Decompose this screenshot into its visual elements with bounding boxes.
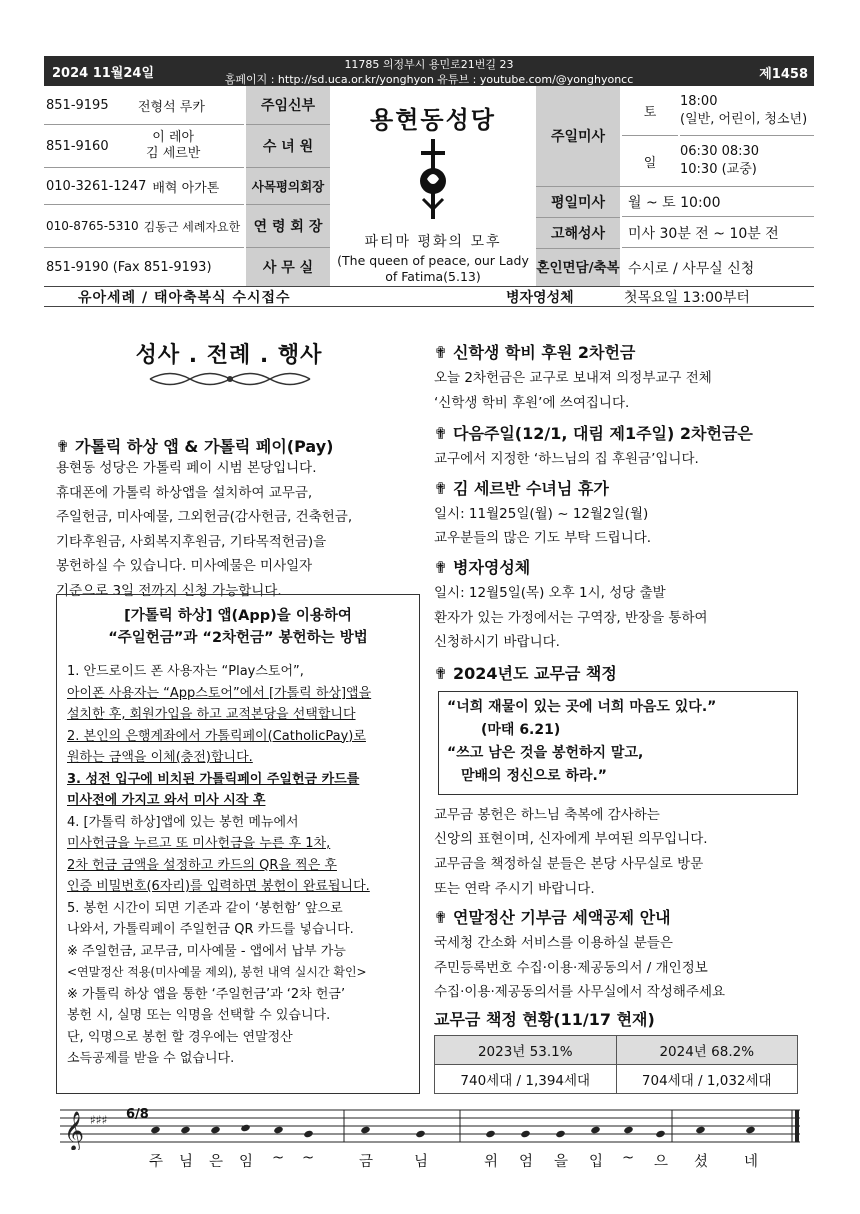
music-note — [695, 1126, 706, 1135]
lyric-syllable: 주 — [149, 1154, 164, 1170]
quote-line: 맏배의 정신으로 하라.” — [461, 767, 607, 784]
music-note — [590, 1126, 601, 1135]
lyric-syllable: 님 — [179, 1154, 194, 1170]
baptism-info: 유아세례 / 태아축복식 수시접수 — [78, 290, 291, 306]
music-note — [210, 1126, 221, 1135]
music-note — [520, 1130, 531, 1139]
music-note — [655, 1130, 666, 1139]
contact-name: 배혁 아가톤 — [152, 180, 220, 196]
contact-name: 김동근 세례자요한 — [143, 219, 241, 234]
parish-web: 홈페이지 : http://sd.uca.or.kr/yonghyon 유튜브 : youtube.com/@yonghyoncc — [224, 73, 634, 86]
box-body — [67, 661, 419, 1070]
text-line: 교우분들의 많은 기도 부탁 드립니다. — [434, 530, 652, 547]
music-note — [240, 1124, 251, 1133]
contact-role: 연 령 회 장 — [246, 205, 330, 248]
music-note — [485, 1130, 496, 1139]
confession-label: 고해성사 — [536, 218, 620, 249]
s2-body — [434, 447, 814, 472]
table-row — [435, 1064, 798, 1093]
text-line: 일시: 11월25일(월) ~ 12월2일(월) — [434, 505, 649, 522]
text-line: 주일헌금, 미사예물, 그외헌금(감사헌금, 건축헌금, — [56, 509, 353, 526]
text-line: 5. 봉헌 시간이 되면 기존과 같이 ‘봉헌함’ 앞으로 — [67, 900, 343, 916]
parish-patron-en: (The queen of peace, our Lady of Fatima(5.13) — [337, 253, 529, 284]
text-line: 인증 비밀번호(6자리)를 입력하면 봉헌이 완료됩니다. — [67, 879, 370, 894]
info-block — [44, 86, 814, 287]
text-line: 아이폰 사용자는 “App스토어”에서 [가톨릭 하상]앱을 — [67, 685, 372, 701]
text-line: 단, 익명으로 봉헌 할 경우에는 연말정산 — [67, 1029, 293, 1045]
ornament-icon — [140, 368, 320, 390]
table-cell: 704세대 / 1,032세대 — [616, 1064, 798, 1093]
issue-date: 2024 11월24일 — [52, 66, 155, 81]
s3-body — [434, 502, 814, 551]
lyric-syllable: 으 — [654, 1154, 669, 1170]
music-note — [745, 1126, 756, 1135]
sat-note: (일반, 어린이, 청소년) — [680, 111, 808, 127]
contact-name: 이 레아 — [152, 130, 195, 145]
text-line: 미사전에 가지고 와서 미사 시작 후 — [67, 793, 266, 808]
text-line: 2. 본인의 은행계좌에서 가톨릭페이(CatholicPay)로 — [67, 728, 366, 744]
sat-mass — [680, 86, 814, 136]
contact-phone: 010-3261-1247 — [46, 178, 147, 194]
text-line: 또는 연락 주시기 바랍니다. — [434, 880, 595, 897]
text-line: 교무금을 책정하실 분들은 본당 사무실로 방문 — [434, 855, 704, 872]
text-line: ※ 주일헌금, 교무금, 미사예물 - 앱에서 납부 가능 — [67, 943, 346, 959]
time-signature: 6/8 — [126, 1107, 149, 1122]
lyric-syllable: 금 — [359, 1154, 374, 1170]
cross-icon: ✟ — [434, 557, 448, 577]
s3-heading — [434, 476, 814, 502]
contact-row-3 — [44, 168, 244, 205]
lyric-syllable: 엄 — [519, 1154, 534, 1170]
lyric-syllable: 은 — [209, 1154, 224, 1170]
text-line: 환자가 있는 가정에서는 구역장, 반장을 통하여 — [434, 609, 708, 626]
music-note — [273, 1126, 284, 1135]
notes-layer — [60, 1100, 810, 1150]
text-line: 설치한 후, 회원가입을 하고 교적본당을 선택합니다 — [67, 707, 356, 722]
s1-title: 신학생 학비 후원 2차헌금 — [452, 343, 636, 362]
lyric-syllable: ~ — [622, 1150, 635, 1166]
text-line: ※ 가톨릭 하상 앱을 통한 ‘주일헌금’과 ‘2차 헌금’ — [67, 986, 346, 1002]
music-note — [150, 1126, 161, 1135]
header-bar — [44, 56, 814, 86]
sat-label: 토 — [622, 86, 678, 136]
sat-time: 18:00 — [680, 93, 718, 109]
text-line: 일시: 12월5일(목) 오후 1시, 성당 출발 — [434, 584, 666, 601]
lyric-syllable: 네 — [744, 1154, 759, 1170]
wedding-label: 혼인면담/축복 — [536, 249, 620, 286]
text-line: 1. 안드로이드 폰 사용자는 “Play스토어”, — [67, 664, 304, 679]
status-table — [434, 1035, 798, 1094]
parish-emblem-icon — [413, 139, 453, 219]
s6-heading — [434, 905, 814, 931]
s6-body — [434, 931, 814, 1005]
text-line: 주민등록번호 수집·이용·제공동의서 / 개인정보 — [434, 959, 708, 976]
quote-ref: (마태 6.21) — [481, 721, 561, 738]
lyrics-row — [60, 1146, 810, 1170]
music-staff — [60, 1100, 810, 1180]
s3-title: 김 세르반 수녀님 휴가 — [452, 478, 609, 498]
lyric-syllable: 을 — [554, 1154, 569, 1170]
table-row — [435, 1035, 798, 1064]
text-line: 신청하시기 바랍니다. — [434, 634, 560, 651]
right-column — [434, 340, 814, 1094]
cross-icon: ✟ — [434, 343, 448, 362]
contact-row-5 — [44, 248, 244, 286]
music-note — [415, 1130, 426, 1139]
s4-title: 병자영성체 — [452, 557, 531, 577]
s1-heading — [434, 340, 814, 366]
cross-icon: ✟ — [434, 908, 448, 928]
text-line: 봉헌하실 수 있습니다. 미사예물은 미사일자 — [56, 558, 313, 575]
lyric-syllable: 님 — [414, 1154, 429, 1170]
text-line: 봉헌 시, 실명 또는 익명을 선택할 수 있습니다. — [67, 1008, 331, 1023]
cross-icon: ✟ — [56, 437, 70, 456]
cross-icon: ✟ — [434, 663, 448, 683]
table-cell: 2024년 68.2% — [616, 1035, 798, 1064]
sub-bar — [44, 286, 814, 307]
box-title-line: [가톨릭 하상] 앱(App)을 이용하여 — [124, 608, 352, 624]
parish-name: 용현동성당 — [370, 106, 496, 134]
text-line: 교무금 봉헌은 하느님 축복에 감사하는 — [434, 806, 660, 823]
text-line: 원하는 금액을 이체(충전)합니다. — [67, 750, 253, 765]
sec1-body — [56, 456, 416, 604]
contact-phone: 851-9190 (Fax 851-9193) — [46, 259, 212, 275]
parish-address: 11785 의정부시 용민로21번길 23 — [344, 58, 514, 71]
contact-name: 전형석 루카 — [138, 99, 205, 115]
text-line: 수집·이용·제공동의서를 사무실에서 작성해주세요 — [434, 984, 726, 1001]
box-title-line: “주일헌금”과 “2차헌금” 봉헌하는 방법 — [108, 630, 368, 646]
text-line: 미사헌금을 누르고 또 미사헌금을 누른 후 1차, — [67, 836, 331, 851]
music-note — [555, 1130, 566, 1139]
text-line: 오늘 2차헌금은 교구로 보내져 의정부교구 전체 — [434, 370, 712, 386]
status-title: 교무금 책정 현황(11/17 현재) — [434, 1009, 655, 1029]
text-line: 2차 헌금 금액을 설정하고 카드의 QR을 찍은 후 — [67, 857, 337, 873]
cross-icon: ✟ — [434, 478, 448, 498]
s5-heading — [434, 661, 814, 687]
s4-heading — [434, 555, 814, 581]
table-cell: 740세대 / 1,394세대 — [435, 1064, 617, 1093]
cross-icon: ✟ — [434, 424, 448, 444]
issue-number: 제1458 — [759, 67, 808, 82]
s5-title: 2024년도 교무금 책정 — [452, 663, 617, 683]
parish-patron: 파티마 평화의 모후 — [364, 234, 502, 250]
text-line: 4. [가톨릭 하상]앱에 있는 봉헌 메뉴에서 — [67, 814, 299, 830]
contact-role: 수 녀 원 — [246, 125, 330, 168]
contact-role: 주임신부 — [246, 86, 330, 125]
sunday-mass-label: 주일미사 — [536, 86, 620, 186]
lyric-syllable: ~ — [302, 1150, 315, 1166]
text-line: 소득공제를 받을 수 없습니다. — [67, 1051, 235, 1066]
weekday-value: 월 ~ 토 10:00 — [622, 187, 814, 217]
s2-heading — [434, 421, 814, 447]
contact-row-1 — [44, 86, 244, 125]
quote-line: “쓰고 남은 것을 봉헌하지 말고, — [447, 744, 644, 761]
contact-phone: 851-9195 — [46, 97, 109, 113]
contact-phone: 010-8765-5310 — [46, 219, 139, 233]
s2-title: 다음주일(12/1, 대림 제1주일) 2차헌금은 — [452, 424, 753, 444]
table-cell: 2023년 53.1% — [435, 1035, 617, 1064]
lyric-syllable: 입 — [589, 1154, 604, 1170]
text-line: ‘신학생 학비 후원’에 쓰여집니다. — [434, 394, 630, 411]
contact-role: 사목평의회장 — [246, 168, 330, 205]
weekday-label: 평일미사 — [536, 187, 620, 218]
text-line: 용현동 성당은 가톨릭 페이 시범 본당입니다. — [56, 460, 317, 476]
contact-role: 사 무 실 — [246, 248, 330, 286]
lyric-syllable: ~ — [272, 1150, 285, 1166]
music-note — [303, 1130, 314, 1139]
contact-row-4 — [44, 205, 244, 248]
text-line: 나와서, 가톨릭페이 주일헌금 QR 카드를 넣습니다. — [67, 922, 354, 937]
text-line: 휴대폰에 가톨릭 하상앱을 설치하여 교무금, — [56, 484, 313, 501]
text-line: 신앙의 표현이며, 신자에게 부여된 의무입니다. — [434, 831, 708, 848]
s5-body — [434, 803, 814, 901]
sun-label: 일 — [643, 155, 657, 171]
s4-body — [434, 581, 814, 655]
sun-time1: 06:30 08:30 — [680, 144, 760, 159]
parish-center — [332, 86, 534, 286]
howto-box — [56, 594, 420, 1094]
music-note — [623, 1126, 634, 1135]
text-line: 교구에서 지정한 ‘하느님의 집 후원금’입니다. — [434, 451, 699, 468]
contact-row-2 — [44, 125, 244, 168]
lyric-syllable: 임 — [239, 1154, 254, 1170]
contact-names — [146, 130, 200, 162]
confession-value: 미사 30분 전 ~ 10분 전 — [622, 218, 814, 248]
text-line: 국세청 간소화 서비스를 이용하실 분들은 — [434, 935, 673, 952]
s1-body — [434, 366, 814, 415]
sec1-title: 가톨릭 하상 앱 & 가톨릭 페이(Pay) — [74, 437, 334, 456]
wedding-value: 수시로 / 사무실 신청 — [628, 260, 755, 277]
box-title — [57, 605, 419, 649]
quote-line: “너희 재물이 있는 곳에 너희 마음도 있다.” — [447, 698, 717, 715]
svg-text:♯♯♯: ♯♯♯ — [90, 1113, 108, 1127]
contact-phone: 851-9160 — [46, 138, 109, 154]
text-line: 기타후원금, 사회복지후원금, 기타목적헌금)을 — [56, 533, 327, 550]
sick-communion-label: 병자영성체 — [506, 290, 574, 306]
text-line: 기준으로 3일 전까지 신청 가능합니다. — [56, 582, 282, 599]
left-title: 성사 . 전례 . 행사 — [135, 343, 323, 368]
quote-box — [438, 691, 798, 795]
text-line: 3. 성전 입구에 비치된 가톨릭페이 주일헌금 카드를 — [67, 771, 360, 787]
contact-name: 김 세르반 — [146, 146, 201, 161]
svg-text:𝄞: 𝄞 — [64, 1111, 85, 1150]
lyric-syllable: 셨 — [694, 1154, 709, 1170]
text-line: <연말정산 적용(미사예물 제외), 봉헌 내역 실시간 확인> — [67, 965, 367, 979]
s6-title: 연말정산 기부금 세액공제 안내 — [452, 908, 671, 928]
lyric-syllable: 위 — [484, 1154, 499, 1170]
music-note — [180, 1126, 191, 1135]
sun-mass — [680, 136, 814, 186]
sec1-heading — [56, 434, 333, 457]
sick-communion-value: 첫목요일 13:00부터 — [624, 290, 750, 306]
sun-time2: 10:30 (교중) — [680, 162, 757, 177]
music-note — [360, 1126, 371, 1135]
